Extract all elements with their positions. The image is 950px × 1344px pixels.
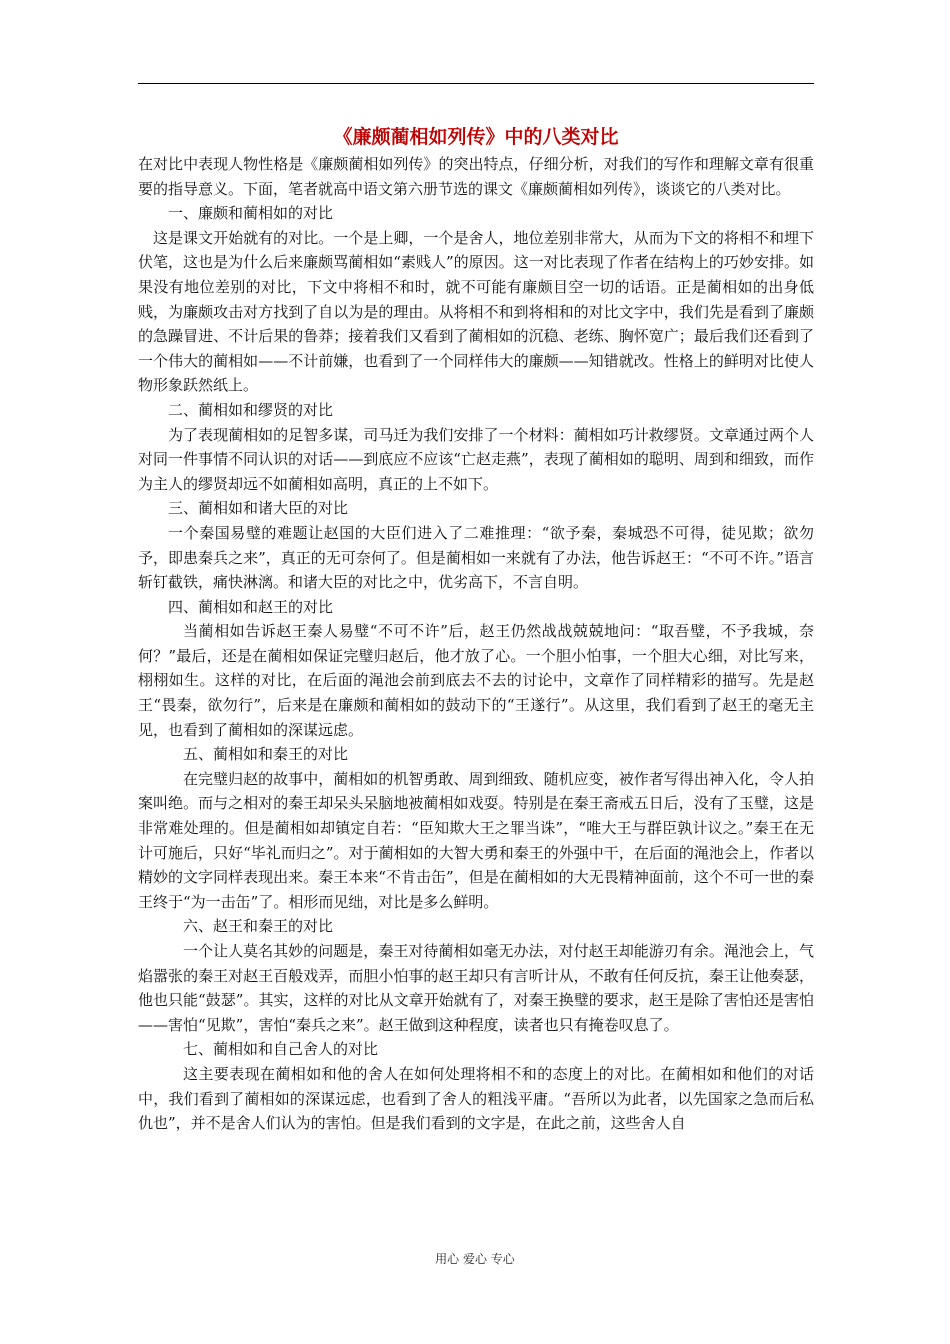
section-heading-6: 六、赵王和秦王的对比: [183, 917, 334, 936]
section-body-4: 当蔺相如告诉赵王秦人易璧“不可不许”后，赵王仍然战战兢兢地问：“取吾璧，不予我城，奈何？”最后，还是在蔺相如保证完璧归赵后，他才放了心。一个胆小怕事，一个胆大心细，对比写来，栩栩如生。这样的对比，在后面的渑池会前到底去不去的讨论中，文章作了同样精彩的描写。先是赵王“畏秦，欲勿行”，后来是在廉颇和蔺相如的鼓动下的“王遂行”。从这里，我们看到了赵王的毫无主见，也看到了蔺相如的深谋远虑。: [138, 622, 814, 739]
header-rule: [138, 83, 814, 84]
section-heading-4: 四、蔺相如和赵王的对比: [168, 597, 334, 616]
section-heading-5: 五、蔺相如和秦王的对比: [183, 745, 349, 764]
intro-paragraph: 在对比中表现人物性格是《廉颇蔺相如列传》的突出特点，仔细分析，对我们的写作和理解文章有很重要的指导意义。下面，笔者就高中语文第六册节选的课文《廉颇蔺相如列传》，谈谈它的八类对比。: [138, 155, 814, 198]
section-body-5: 在完璧归赵的故事中，蔺相如的机智勇敢、周到细致、随机应变，被作者写得出神入化，令人拍案叫绝。而与之相对的秦王却呆头呆脑地被蔺相如戏耍。特别是在秦王斋戒五日后，没有了玉璧，这是非常难处理的。但是蔺相如却镇定自若：“臣知欺大王之罪当诛”，“唯大王与群臣孰计议之。”秦王在无计可施后，只好“毕礼而归之”。对于蔺相如的大智大勇和秦王的外强中干，在后面的渑池会上，作者以精妙的文字同样表现出来。秦王本来“不肯击缶”，但是在蔺相如的大无畏精神面前，这个不可一世的秦王终于“为一击缶”了。相形而见绌，对比是多么鲜明。: [138, 769, 814, 911]
section-body-6: 一个让人莫名其妙的问题是，秦王对待蔺相如毫无办法，对付赵王却能游刃有余。渑池会上，气焰嚣张的秦王对赵王百般戏弄，而胆小怕事的赵王却只有言听计从，不敢有任何反抗，秦王让他奏瑟，他也只能“鼓瑟”。其实，这样的对比从文章开始就有了，对秦王换璧的要求，赵王是除了害怕还是害怕——害怕“见欺”，害怕“秦兵之来”。赵王做到这种程度，读者也只有掩卷叹息了。: [138, 942, 814, 1034]
section-heading-1: 一、廉颇和蔺相如的对比: [168, 204, 334, 223]
section-body-1: 这是课文开始就有的对比。一个是上卿，一个是舍人，地位差别非常大，从而为下文的将相不和埋下伏笔，这也是为什么后来廉颇骂蔺相如“素贱人”的原因。这一对比表现了作者在结构上的巧妙安排。如果没有地位差别的对比，下文中将相不和时，就不可能有廉颇目空一切的话语。正是蔺相如的出身低贱，为廉颇攻击对方找到了自以为是的理由。从将相不和到将相和的对比文字中，我们先是看到了廉颇的急躁冒进、不计后果的鲁莽；接着我们又看到了蔺相如的沉稳、老练、胸怀宽广；最后我们还看到了一个伟大的蔺相如——不计前嫌，也看到了一个同样伟大的廉颇——知错就改。性格上的鲜明对比使人物形象跃然纸上。: [138, 228, 814, 395]
page-footer: 用心 爱心 专心: [435, 1252, 515, 1266]
section-body-3: 一个秦国易璧的难题让赵国的大臣们进入了二难推理：“欲予秦，秦城恐不可得，徒见欺；欲勿予，即患秦兵之来”，真正的无可奈何了。但是蔺相如一来就有了办法，他告诉赵王：“不可不许。”语言斩钉截铁，痛快淋漓。和诸大臣的对比之中，优劣高下，不言自明。: [138, 523, 814, 592]
article-title: 《廉颇蔺相如列传》中的八类对比: [333, 126, 619, 148]
section-heading-3: 三、蔺相如和诸大臣的对比: [168, 499, 349, 518]
section-body-7: 这主要表现在蔺相如和他的舍人在如何处理将相不和的态度上的对比。在蔺相如和他们的对话中，我们看到了蔺相如的深谋远虑，也看到了舍人的粗浅平庸。“吾所以为此者，以先国家之急而后私仇也”，并不是舍人们认为的害怕。但是我们看到的文字是，在此之前，这些舍人自: [138, 1064, 814, 1133]
section-heading-2: 二、蔺相如和缪贤的对比: [168, 400, 334, 419]
section-body-2: 为了表现蔺相如的足智多谋，司马迁为我们安排了一个材料：蔺相如巧计救缪贤。文章通过两个人对同一件事情不同认识的对话——到底应不应该“亡赵走燕”，表现了蔺相如的聪明、周到和细致，而作为主人的缪贤却远不如蔺相如高明，真正的上不如下。: [138, 425, 814, 493]
article-body: [138, 122, 814, 1136]
section-heading-7: 七、蔺相如和自己舍人的对比: [183, 1040, 379, 1059]
